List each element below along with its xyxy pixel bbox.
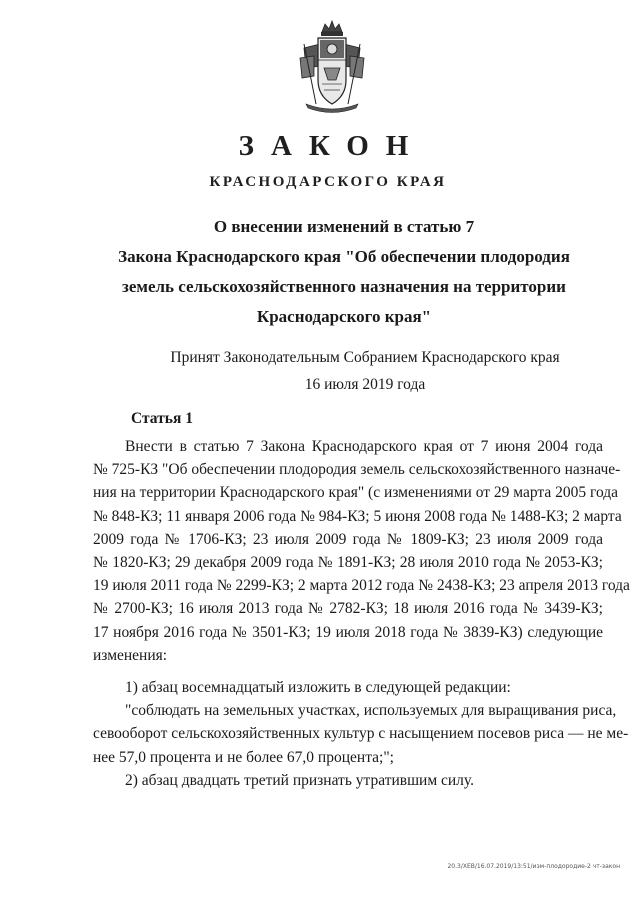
item-1: 1) абзац восемнадцатый изложить в следующей редакции: xyxy=(125,679,511,696)
heading-line: О внесении изменений в статью 7 xyxy=(213,217,475,236)
text-line: 17 ноября 2016 года № 3501-КЗ; 19 июля 2018 года № 3839-КЗ) следующие xyxy=(93,623,603,641)
quote-line: севооборот сельскохозяйственных культур с насыщением посевов риса — не ме- xyxy=(93,725,629,743)
article-title: Статья 1 xyxy=(131,410,193,427)
text-line: ния на территории Краснодарского края" (с изменениями от 29 марта 2005 года xyxy=(93,484,619,502)
item-2: 2) абзац двадцать третий признать утратившим силу. xyxy=(125,771,474,789)
text-line: № 2700-КЗ; 16 июля 2013 года № 2782-КЗ; 18 июля 2016 года № 3439-КЗ; xyxy=(93,600,603,618)
text-line: № 848-КЗ; 11 января 2006 года № 984-КЗ; 5 июня 2008 года № 1488-КЗ; 2 марта xyxy=(93,507,622,525)
text-line: 19 июля 2011 года № 2299-КЗ; 2 марта 2012 года № 2438-КЗ; 23 апреля 2013 года xyxy=(93,577,630,595)
text-line: 2009 года № 1706-КЗ; 23 июля 2009 года № 1809-КЗ; 23 июля 2009 года xyxy=(93,530,603,548)
adoption-note xyxy=(150,344,580,398)
law-subtitle: КРАСНОДАРСКОГО КРАЯ xyxy=(209,174,447,190)
text-line: Внести в статью 7 Закона Краснодарского края от 7 июня 2004 года xyxy=(125,438,603,455)
heading-line: Закона Краснодарского края "Об обеспечении плодородия xyxy=(118,247,570,266)
adoption-date: 16 июля 2019 года xyxy=(304,376,426,393)
document-heading xyxy=(88,212,600,332)
text-line: № 1820-КЗ; 29 декабря 2009 года № 1891-КЗ; 28 июля 2010 года № 2053-КЗ; xyxy=(93,553,603,571)
law-title: ЗАКОН xyxy=(238,130,426,162)
article-items xyxy=(93,676,629,792)
heading-line: Краснодарского края" xyxy=(256,307,432,326)
heading-line: земель сельскохозяйственного назначения на территории xyxy=(122,277,566,296)
text-line: изменения: xyxy=(93,646,168,664)
coat-of-arms-emblem xyxy=(292,18,372,114)
article-main-paragraph xyxy=(93,435,630,667)
adoption-body: Принят Законодательным Собранием Краснодарского края xyxy=(170,349,560,366)
quote-line: нее 57,0 процента и не более 67,0 процента;"; xyxy=(93,748,394,766)
footer-code: 20.3/ХЕВ/16.07.2019/13:51/изм-плодородие-2 чт-закон xyxy=(447,863,620,870)
text-line: № 725-КЗ "Об обеспечении плодородия земель сельскохозяйственного назначе- xyxy=(93,461,621,479)
quote-line: "соблюдать на земельных участках, используемых для выращивания риса, xyxy=(125,702,617,720)
